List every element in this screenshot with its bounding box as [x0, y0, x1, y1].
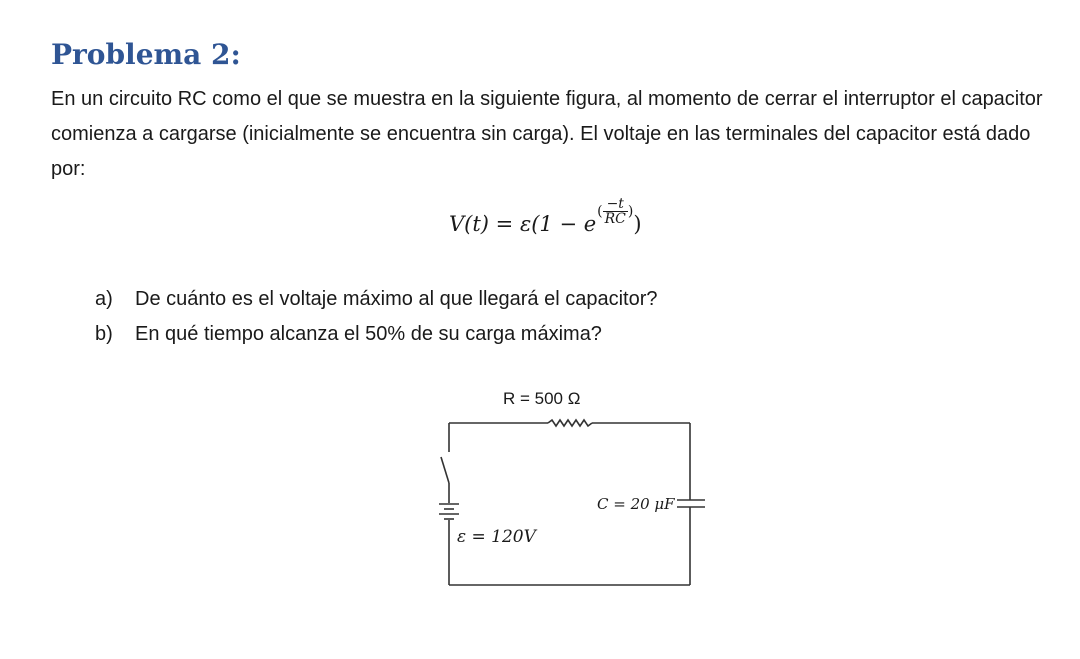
capacitor-label: C = 20 μF [597, 495, 675, 513]
question-text: De cuánto es el voltaje máximo al que llegará el capacitor? [135, 288, 658, 310]
switch-blade [441, 457, 449, 483]
source-label: ε = 120V [457, 527, 536, 547]
problem-title: Problema 2: [51, 38, 241, 71]
formula-lhs: V(t) [449, 212, 489, 236]
formula-rhs-start: ε(1 − e [519, 212, 597, 236]
problem-statement: En un circuito RC como el que se muestra en la siguiente figura, al momento de cerrar el interruptor el capacitor comienza a cargarse (inicialmente se encuentra sin carga). El voltaje en las terminales del capacitor está dado por: [51, 88, 1043, 180]
question-label: a) [95, 288, 113, 310]
exponent-numerator: −t [603, 197, 628, 212]
question-label: b) [95, 323, 113, 345]
exponent-denominator: RC [604, 210, 626, 227]
resistor-label: R = 500 Ω [503, 389, 581, 408]
question-text: En qué tiempo alcanza el 50% de su carga máxima? [135, 323, 602, 345]
formula-equals: = [489, 212, 520, 236]
exponent-close-paren: ) [627, 203, 634, 219]
formula-rhs-end: ) [633, 212, 642, 236]
exponent-open-paren: ( [597, 203, 603, 219]
resistor-symbol [548, 420, 592, 426]
